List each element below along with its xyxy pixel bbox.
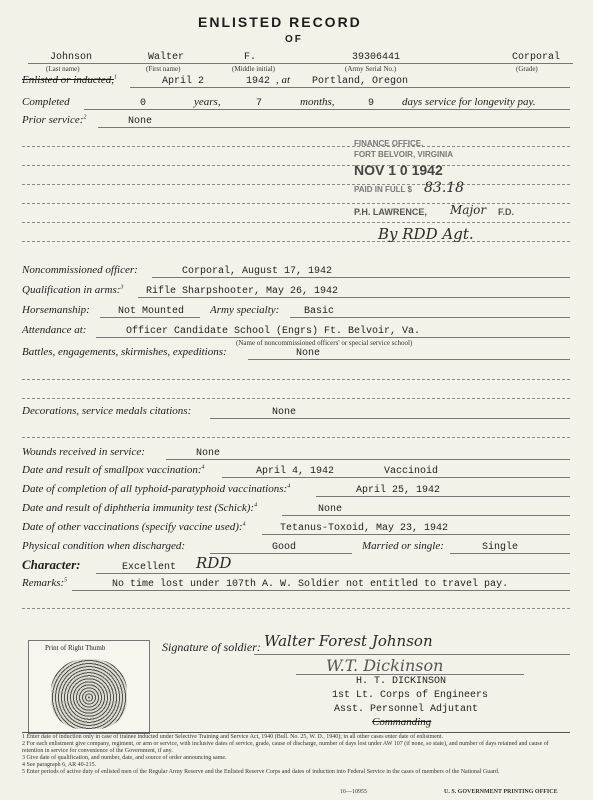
blank-line [22, 184, 570, 185]
form-title: ENLISTED RECORD [198, 14, 362, 30]
at-label: , at [276, 74, 291, 86]
stamp-agent: By RDD Agt. [378, 225, 474, 243]
years-label: years, [194, 96, 221, 108]
stamp-amount: 83.18 [424, 180, 465, 196]
middle-initial: F. [244, 52, 257, 63]
prior-service-label: Prior service:$^2$ [22, 114, 87, 126]
battles-value: None [296, 348, 321, 359]
married-label: Married or single: [362, 540, 444, 552]
smallpox-line [222, 477, 570, 478]
blank-line [22, 203, 570, 204]
name-line [28, 63, 573, 64]
days-label: days service for longevity pay. [402, 96, 536, 108]
character-line [96, 573, 570, 574]
wounds-line [166, 459, 570, 460]
middle-initial-caption: (Middle initial) [232, 65, 275, 73]
stamp-date: NOV 1 0 1942 [354, 162, 443, 178]
completed-label: Completed [22, 96, 70, 108]
induction-year: 1942 [246, 76, 271, 87]
other-vacc-value: Tetanus-Toxoid, May 23, 1942 [280, 523, 449, 534]
character-value: Excellent [122, 562, 177, 573]
attendance-label: Attendance at: [22, 324, 87, 336]
service-years: 0 [140, 98, 147, 109]
other-vacc-line [262, 534, 570, 535]
footnotes [22, 734, 570, 776]
blank-line [22, 398, 570, 399]
attendance-value: Officer Candidate School (Engrs) Ft. Belvoir, Va. [126, 326, 421, 337]
enlisted-label: Enlisted or inducted,$^1$ [22, 74, 117, 86]
prior-line [98, 127, 570, 128]
physical-label: Physical condition when discharged: [22, 540, 186, 552]
enlisted-line [130, 87, 570, 88]
smallpox-label: Date and result of smallpox vaccination:$^4$ [22, 464, 205, 476]
nco-value: Corporal, August 17, 1942 [182, 266, 333, 277]
stamp-paid: PAID IN FULL $ [354, 185, 412, 194]
serial-no: 39306441 [352, 52, 401, 63]
last-name-caption: (Last name) [46, 65, 80, 73]
service-months: 7 [256, 98, 263, 109]
grade-caption: (Grade) [516, 65, 538, 73]
blank-line [22, 241, 570, 242]
arms-line [138, 297, 570, 298]
blank-line [22, 222, 570, 223]
decorations-label: Decorations, service medals citations: [22, 405, 192, 417]
months-label: months, [300, 96, 335, 108]
character-label: Character: [22, 557, 81, 572]
attendance-caption: (Name of noncommissioned officers' or special service school) [236, 339, 413, 347]
serial-caption: (Army Serial No.) [345, 65, 397, 73]
horsemanship-label: Horsemanship: [22, 304, 90, 316]
blank-line [22, 379, 570, 380]
prior-service-value: None [128, 116, 153, 127]
footnote-4: 4 See paragraph 6, AR 40-215. [22, 762, 97, 768]
specialty-line [290, 317, 570, 318]
character-initials: RDD [196, 554, 232, 572]
officer-rank: 1st Lt. Corps of Engineers [332, 690, 489, 701]
service-days: 9 [368, 98, 375, 109]
schick-line [282, 515, 570, 516]
thumb-print-label: Print of Right Thumb [45, 644, 106, 652]
army-specialty-value: Basic [304, 306, 335, 317]
signature-label: Signature of soldier: [162, 640, 261, 654]
footnote-2: 2 For each enlistment give company, regiment, or arm or service, with inclusive dates of service, grade, cause of discharge, number of days lost under AW 107 (if none, so state), and number of days retained and cause of retention in service for convenience of the Government, if any. [22, 741, 549, 754]
blank-line [22, 608, 570, 609]
typhoid-line [316, 496, 570, 497]
footnote-5: 5 Enter periods of active duty of enlisted men of the Regular Army Reserve and the Enlisted Reserve Corps and dates of induction into Federal Service in the cases of members of the National Guard. [22, 769, 500, 775]
induction-place: Portland, Oregon [312, 76, 409, 87]
last-name: Johnson [50, 52, 93, 63]
blank-line [22, 146, 570, 147]
grade: Corporal [512, 52, 561, 63]
first-name: Walter [148, 52, 185, 63]
nco-label: Noncommissioned officer: [22, 264, 138, 276]
signature-line [254, 654, 570, 655]
other-vacc-label: Date of other vaccinations (specify vaccine used):$^4$ [22, 521, 246, 533]
typhoid-label: Date of completion of all typhoid-paratyphoid vaccinations:$^4$ [22, 483, 291, 495]
induction-date: April 2 [162, 76, 205, 87]
officer-name: H. T. DICKINSON [356, 676, 447, 687]
arms-label: Qualification in arms:$^3$ [22, 284, 124, 296]
form-title-of: OF [285, 34, 303, 45]
typhoid-value: April 25, 1942 [356, 485, 441, 496]
officer-role: Asst. Personnel Adjutant [334, 704, 479, 715]
officer-signature: W.T. Dickinson [326, 656, 444, 675]
schick-label: Date and result of diphtheria immunity test (Schick):$^4$ [22, 502, 258, 514]
horsemanship-line [100, 317, 200, 318]
printer-credit: U. S. GOVERNMENT PRINTING OFFICE [444, 789, 558, 795]
footnote-divider [22, 732, 570, 733]
blank-line [22, 437, 570, 438]
attendance-line [96, 337, 570, 338]
remarks-value: No time lost under 107th A. W. Soldier not entitled to travel pay. [112, 579, 509, 590]
stamp-officer: P.H. LAWRENCE, [354, 207, 427, 217]
battles-label: Battles, engagements, skirmishes, expeditions: [22, 346, 227, 358]
arms-value: Rifle Sharpshooter, May 26, 1942 [146, 286, 339, 297]
commanding-struck: Commanding [372, 716, 432, 728]
soldier-signature: Walter Forest Johnson [264, 632, 433, 650]
remarks-label: Remarks:$^5$ [22, 577, 68, 589]
married-value: Single [482, 542, 519, 553]
nco-line [152, 277, 570, 278]
stamp-location: FORT BELVOIR, VIRGINIA [354, 150, 453, 159]
stamp-officer-suffix: F.D. [498, 207, 515, 217]
decorations-line [210, 418, 570, 419]
blank-line [22, 165, 570, 166]
stamp-officer-rank: Major [450, 203, 487, 217]
smallpox-result: Vaccinoid [384, 466, 439, 477]
first-name-caption: (First name) [146, 65, 181, 73]
schick-value: None [318, 504, 343, 515]
footnote-3: 3 Give date of qualification, and number, date, and source of order announcing same. [22, 755, 227, 761]
married-line [450, 553, 570, 554]
army-specialty-label: Army specialty: [210, 304, 280, 316]
wounds-value: None [196, 448, 221, 459]
smallpox-date: April 4, 1942 [256, 466, 335, 477]
decorations-value: None [272, 407, 297, 418]
completed-line [84, 109, 570, 110]
horsemanship-value: Not Mounted [118, 306, 185, 317]
footnote-1: 1 Enter date of induction only in case of trainee inducted under Selective Training and Service Act, 1940 (Bull. No. 25, W. D., 1940); in all other cases enter date of enlistment. [22, 734, 444, 740]
battles-line [248, 359, 570, 360]
stamp-office: FINANCE OFFICE, [354, 139, 424, 148]
wounds-label: Wounds received in service: [22, 446, 145, 458]
form-number: 16—10955 [340, 789, 367, 795]
officer-line [296, 674, 524, 675]
thumbprint-image [51, 659, 127, 729]
physical-value: Good [272, 542, 297, 553]
remarks-line [72, 590, 570, 591]
thumb-print-box [28, 640, 150, 734]
